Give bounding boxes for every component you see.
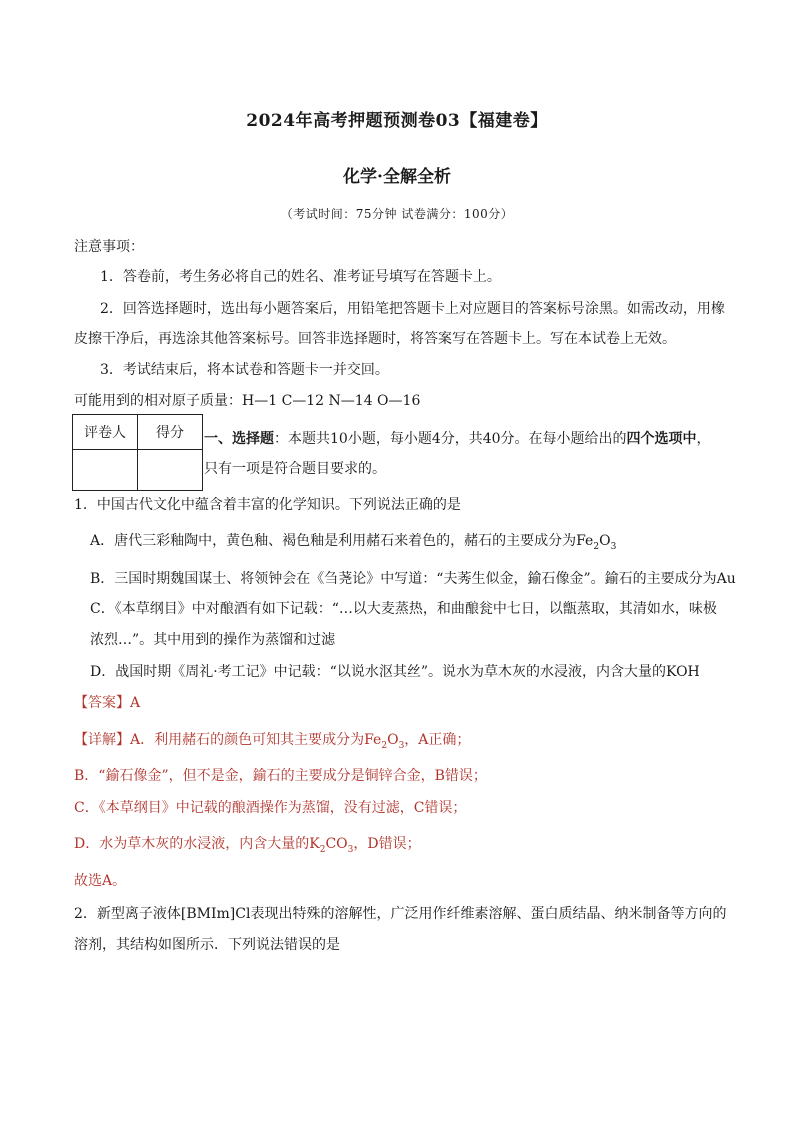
section-emphasis: 四个选项中 <box>626 431 697 447</box>
question-1-detail-b: B．“鍮石像金”，但不是金，鍮石的主要成分是铜锌合金，B错误； <box>74 768 487 784</box>
page-subtitle: 化学·全解全析 <box>343 167 451 187</box>
question-1-option-a: A．唐代三彩釉陶中，黄色釉、褐色釉是利用赭石来着色的，赭石的主要成分为$Fe_2O_3$ <box>90 533 617 552</box>
question-1-answer: 【答案】A <box>74 695 141 711</box>
section-heading-cont: 只有一项是符合题目要求的。 <box>204 461 386 477</box>
score-table-header-score: 得分 <box>138 415 203 450</box>
notes-item: 2．回答选择题时，选出每小题答案后，用铅笔把答题卡上对应题目的答案标号涂黑。如需改动，用橡 <box>100 301 725 317</box>
notes-item: 3．考试结束后，将本试卷和答题卡一并交回。 <box>100 362 389 378</box>
section-heading: 一、选择题：本题共10小题，每小题4分，共40分。在每小题给出的四个选项中， <box>204 431 711 447</box>
question-1-option-d: D．战国时期《周礼·考工记》中记载：“以说水沤其丝”。说水为草木灰的水浸液，内含大量的KOH <box>90 664 700 680</box>
question-1-option-c: C．《本草纲目》中对酿酒有如下记载：“…以大麦蒸热，和曲酿瓮中七日，以甑蒸取，其清如水，味极 <box>90 601 717 617</box>
question-1-detail-a: 【详解】A．利用赭石的颜色可知其主要成分为$Fe_2O_3$，A正确； <box>74 732 471 751</box>
question-1-conclusion: 故选A。 <box>74 873 127 889</box>
atomic-masses: 可能用到的相对原子质量：H—1 C—12 N—14 O—16 <box>74 393 421 409</box>
notes-item-cont: 皮擦干净后，再选涂其他答案标号。回答非选择题时，将答案写在答题卡上。写在本试卷上无效。 <box>74 331 676 347</box>
question-2-stem: 2．新型离子液体[BMIm]Cl表现出特殊的溶解性，广泛用作纤维素溶解、蛋白质结晶、纳米制备等方向的 <box>74 906 727 922</box>
score-table-cell <box>73 450 138 491</box>
score-table <box>72 414 203 491</box>
question-2-stem-cont: 溶剂，其结构如图所示．下列说法错误的是 <box>74 937 340 953</box>
question-1-option-c-cont: 浓烈…”。其中用到的操作为蒸馏和过滤 <box>90 632 336 648</box>
question-1-detail-d: D．水为草木灰的水浸液，内含大量的$K_2CO_3$，D错误； <box>74 836 421 855</box>
score-table-header-grader: 评卷人 <box>73 415 138 450</box>
notes-heading: 注意事项： <box>74 239 144 255</box>
score-table-cell <box>138 450 203 491</box>
section-label: 一、选择题 <box>204 431 274 447</box>
question-1-option-b: B．三国时期魏国谋士、将领钟会在《刍荛论》中写道：“夫莠生似金，鍮石像金”。鍮石的主要成分为Au <box>90 571 736 587</box>
question-1-stem: 1．中国古代文化中蕴含着丰富的化学知识。下列说法正确的是 <box>74 497 461 513</box>
section-desc: ：本题共10小题，每小题4分，共40分。在每小题给出的 <box>274 431 627 447</box>
exam-info: （考试时间：75分钟 试卷满分：100分） <box>280 207 514 221</box>
notes-item: 1．答卷前，考生务必将自己的姓名、准考证号填写在答题卡上。 <box>100 269 501 285</box>
page-title: 2024年高考押题预测卷03【福建卷】 <box>246 111 548 131</box>
question-1-detail-c: C．《本草纲目》中记载的酿酒操作为蒸馏，没有过滤，C错误； <box>74 800 467 816</box>
